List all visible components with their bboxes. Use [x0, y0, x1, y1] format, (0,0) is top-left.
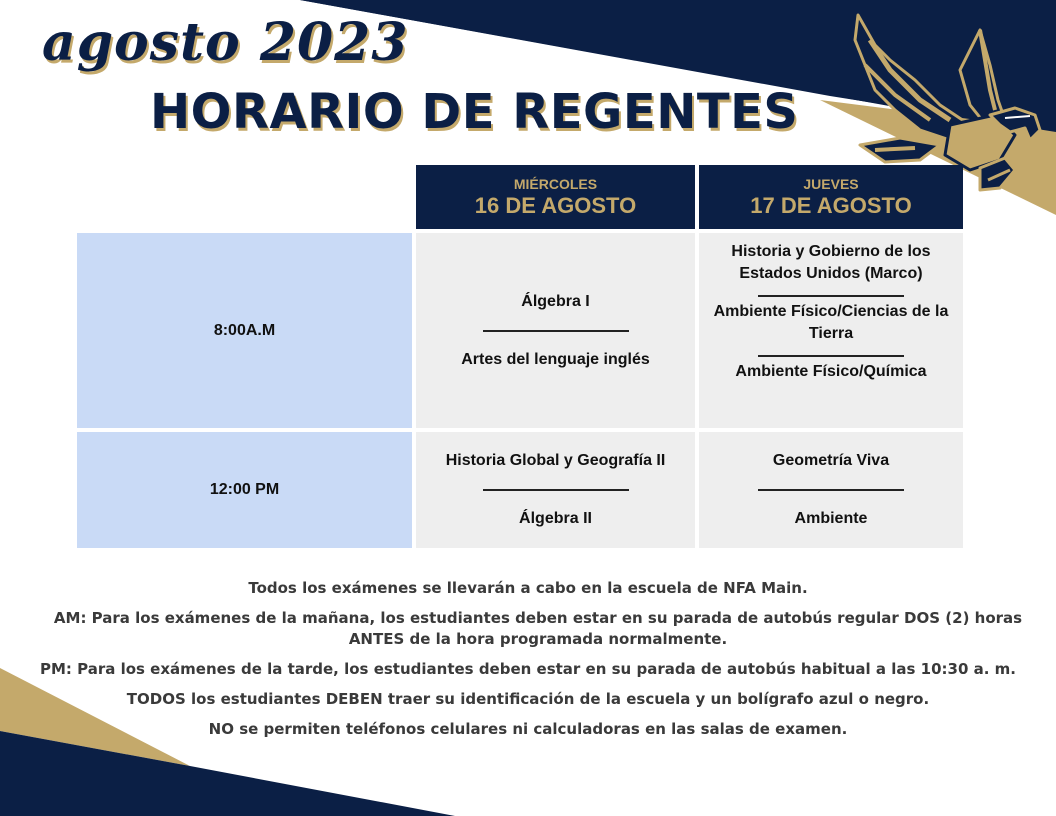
- exam-cell-wed-am: [416, 233, 695, 428]
- exam-divider: [483, 489, 629, 491]
- exam-name: Álgebra I: [521, 292, 590, 310]
- time-slot-afternoon: 12:00 PM: [77, 432, 412, 548]
- day-date: 16 DE AGOSTO: [474, 192, 637, 218]
- exam-cell-wed-pm: [416, 432, 695, 548]
- note-location: Todos los exámenes se llevarán a cabo en la escuela de NFA Main.: [248, 579, 808, 597]
- day-date: 17 DE AGOSTO: [750, 192, 912, 218]
- exam-name: Ambiente: [794, 510, 868, 527]
- note-pm-exams: PM: Para los exámenes de la tarde, los estudiantes deben estar en su parada de autobús habitual a las 10:30 a. m.: [39, 660, 1017, 678]
- schedule-table: [77, 165, 963, 548]
- exam-divider: [758, 295, 904, 297]
- exam-divider: [758, 355, 904, 357]
- day-name: JUEVES: [803, 175, 859, 192]
- exam-name: Álgebra II: [519, 510, 592, 527]
- note-requirements: TODOS los estudiantes DEBEN traer su identificación de la escuela y un bolígrafo azul o negro.: [126, 690, 930, 708]
- day-header-wednesday: [416, 165, 695, 229]
- exam-name: Ambiente Físico/Química: [735, 363, 927, 380]
- month-year-title: agosto 2023: [42, 12, 409, 73]
- exam-name: Artes del lenguaje inglés: [461, 350, 650, 368]
- exam-name: Geometría Viva: [772, 452, 890, 469]
- time-slot-morning: 8:00A.M: [77, 233, 412, 428]
- exam-notes: [0, 578, 1056, 749]
- exam-cell-thu-am: [699, 233, 963, 428]
- note-prohibited: NO se permiten teléfonos celulares ni calculadoras en las salas de examen.: [208, 720, 848, 738]
- exam-divider: [483, 330, 629, 332]
- exam-name: Ambiente Físico/Ciencias de la Tierra: [713, 303, 949, 342]
- day-name: MIÉRCOLES: [513, 175, 598, 192]
- page-title: HORARIO DE REGENTES: [150, 84, 799, 140]
- exam-name: Historia y Gobierno de los Estados Unidos (Marco): [731, 243, 931, 282]
- table-corner: [77, 165, 412, 229]
- exam-name: Historia Global y Geografía II: [445, 452, 666, 469]
- eagle-mascot-icon: [830, 10, 1050, 200]
- note-am-exams: AM: Para los exámenes de la mañana, los estudiantes deben estar en su parada de autobús regular DOS (2) horas ANTES de la hora programada normalmente.: [53, 609, 1023, 648]
- exam-divider: [758, 489, 904, 491]
- exam-cell-thu-pm: [699, 432, 963, 548]
